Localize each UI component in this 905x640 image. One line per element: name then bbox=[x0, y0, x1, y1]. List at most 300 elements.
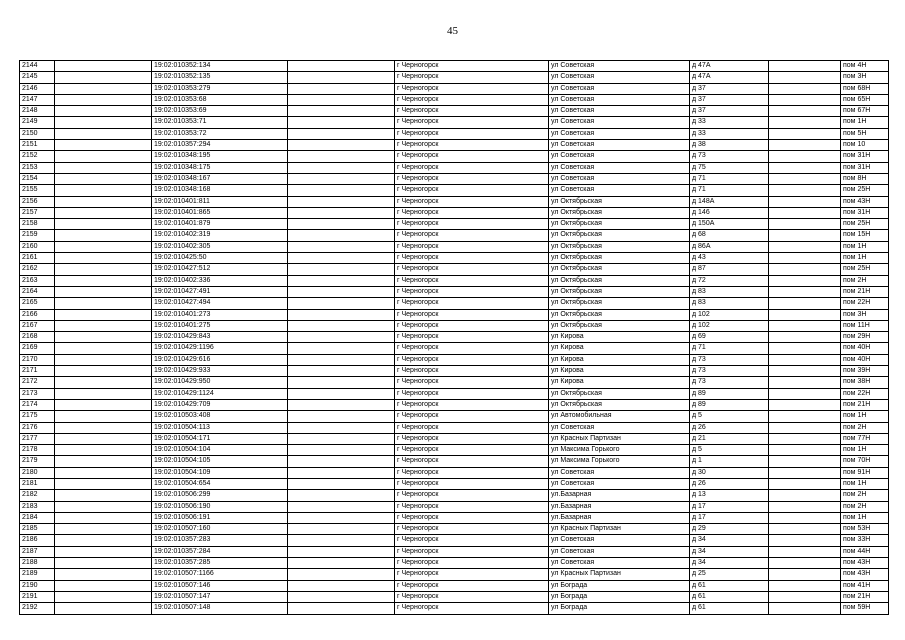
house-cell: д 34 bbox=[690, 546, 769, 557]
house-cell: д 33 bbox=[690, 128, 769, 139]
table-row bbox=[20, 264, 889, 275]
street-cell: ул Бограда bbox=[549, 580, 690, 591]
row-number-cell: 2192 bbox=[20, 603, 55, 614]
city-cell: г Черногорск bbox=[395, 366, 549, 377]
cadastral-number-cell: 19:02:010504:109 bbox=[152, 467, 288, 478]
table-row bbox=[20, 219, 889, 230]
house-cell: д 102 bbox=[690, 320, 769, 331]
row-number-cell: 2155 bbox=[20, 185, 55, 196]
city-cell: г Черногорск bbox=[395, 501, 549, 512]
room-cell: пом 31Н bbox=[841, 162, 889, 173]
row-number-cell: 2166 bbox=[20, 309, 55, 320]
empty-cell bbox=[769, 253, 841, 264]
room-cell: пом 8Н bbox=[841, 173, 889, 184]
empty-cell bbox=[55, 151, 152, 162]
table-row bbox=[20, 173, 889, 184]
cadastral-number-cell: 19:02:010507:146 bbox=[152, 580, 288, 591]
room-cell: пом 2Н bbox=[841, 422, 889, 433]
row-number-cell: 2163 bbox=[20, 275, 55, 286]
table-row bbox=[20, 366, 889, 377]
row-number-cell: 2164 bbox=[20, 286, 55, 297]
table-row bbox=[20, 422, 889, 433]
street-cell: ул Советская bbox=[549, 83, 690, 94]
room-cell: пом 70Н bbox=[841, 456, 889, 467]
empty-cell bbox=[55, 343, 152, 354]
empty-cell bbox=[288, 140, 395, 151]
table-row bbox=[20, 591, 889, 602]
empty-cell bbox=[288, 151, 395, 162]
house-cell: д 83 bbox=[690, 298, 769, 309]
city-cell: г Черногорск bbox=[395, 298, 549, 309]
cadastral-number-cell: 19:02:010401:811 bbox=[152, 196, 288, 207]
row-number-cell: 2189 bbox=[20, 569, 55, 580]
city-cell: г Черногорск bbox=[395, 264, 549, 275]
row-number-cell: 2156 bbox=[20, 196, 55, 207]
street-cell: ул Советская bbox=[549, 72, 690, 83]
street-cell: ул Кирова bbox=[549, 354, 690, 365]
room-cell: пом 2Н bbox=[841, 275, 889, 286]
table-row bbox=[20, 298, 889, 309]
empty-cell bbox=[55, 569, 152, 580]
empty-cell bbox=[288, 106, 395, 117]
city-cell: г Черногорск bbox=[395, 320, 549, 331]
empty-cell bbox=[55, 456, 152, 467]
empty-cell bbox=[288, 422, 395, 433]
room-cell: пом 40Н bbox=[841, 354, 889, 365]
room-cell: пом 1Н bbox=[841, 241, 889, 252]
room-cell: пом 22Н bbox=[841, 298, 889, 309]
empty-cell bbox=[769, 151, 841, 162]
empty-cell bbox=[288, 173, 395, 184]
row-number-cell: 2172 bbox=[20, 377, 55, 388]
row-number-cell: 2158 bbox=[20, 219, 55, 230]
empty-cell bbox=[769, 61, 841, 72]
empty-cell bbox=[288, 546, 395, 557]
row-number-cell: 2144 bbox=[20, 61, 55, 72]
street-cell: ул Кирова bbox=[549, 332, 690, 343]
house-cell: д 68 bbox=[690, 230, 769, 241]
empty-cell bbox=[769, 422, 841, 433]
row-number-cell: 2178 bbox=[20, 445, 55, 456]
empty-cell bbox=[55, 467, 152, 478]
cadastral-number-cell: 19:02:010357:284 bbox=[152, 546, 288, 557]
empty-cell bbox=[769, 196, 841, 207]
city-cell: г Черногорск bbox=[395, 456, 549, 467]
row-number-cell: 2188 bbox=[20, 558, 55, 569]
row-number-cell: 2157 bbox=[20, 207, 55, 218]
cadastral-number-cell: 19:02:010353:71 bbox=[152, 117, 288, 128]
empty-cell bbox=[288, 309, 395, 320]
room-cell: пом 29Н bbox=[841, 332, 889, 343]
empty-cell bbox=[55, 478, 152, 489]
city-cell: г Черногорск bbox=[395, 219, 549, 230]
house-cell: д 61 bbox=[690, 591, 769, 602]
empty-cell bbox=[55, 61, 152, 72]
room-cell: пом 91Н bbox=[841, 467, 889, 478]
room-cell: пом 77Н bbox=[841, 433, 889, 444]
cadastral-number-cell: 19:02:010429:933 bbox=[152, 366, 288, 377]
empty-cell bbox=[288, 207, 395, 218]
cadastral-number-cell: 19:02:010348:195 bbox=[152, 151, 288, 162]
house-cell: д 73 bbox=[690, 151, 769, 162]
empty-cell bbox=[55, 603, 152, 614]
cadastral-number-cell: 19:02:010352:134 bbox=[152, 61, 288, 72]
street-cell: ул Красных Партизан bbox=[549, 433, 690, 444]
house-cell: д 37 bbox=[690, 94, 769, 105]
room-cell: пом 65Н bbox=[841, 94, 889, 105]
city-cell: г Черногорск bbox=[395, 196, 549, 207]
room-cell: пом 53Н bbox=[841, 524, 889, 535]
room-cell: пом 31Н bbox=[841, 151, 889, 162]
street-cell: ул Автомобильная bbox=[549, 411, 690, 422]
empty-cell bbox=[55, 298, 152, 309]
city-cell: г Черногорск bbox=[395, 185, 549, 196]
cadastral-number-cell: 19:02:010401:865 bbox=[152, 207, 288, 218]
room-cell: пом 40Н bbox=[841, 343, 889, 354]
empty-cell bbox=[769, 478, 841, 489]
empty-cell bbox=[288, 332, 395, 343]
city-cell: г Черногорск bbox=[395, 399, 549, 410]
city-cell: г Черногорск bbox=[395, 524, 549, 535]
street-cell: ул Бограда bbox=[549, 591, 690, 602]
table-row bbox=[20, 603, 889, 614]
room-cell: пом 43Н bbox=[841, 196, 889, 207]
registry-body bbox=[20, 61, 889, 615]
house-cell: д 5 bbox=[690, 411, 769, 422]
row-number-cell: 2180 bbox=[20, 467, 55, 478]
row-number-cell: 2173 bbox=[20, 388, 55, 399]
table-row bbox=[20, 94, 889, 105]
city-cell: г Черногорск bbox=[395, 106, 549, 117]
table-row bbox=[20, 377, 889, 388]
house-cell: д 89 bbox=[690, 399, 769, 410]
cadastral-number-cell: 19:02:010352:135 bbox=[152, 72, 288, 83]
house-cell: д 38 bbox=[690, 140, 769, 151]
table-row bbox=[20, 117, 889, 128]
street-cell: ул Максима Горького bbox=[549, 456, 690, 467]
empty-cell bbox=[769, 275, 841, 286]
table-row bbox=[20, 162, 889, 173]
empty-cell bbox=[769, 524, 841, 535]
empty-cell bbox=[769, 456, 841, 467]
house-cell: д 30 bbox=[690, 467, 769, 478]
empty-cell bbox=[288, 411, 395, 422]
street-cell: ул Советская bbox=[549, 185, 690, 196]
empty-cell bbox=[55, 106, 152, 117]
empty-cell bbox=[55, 162, 152, 173]
cadastral-number-cell: 19:02:010427:491 bbox=[152, 286, 288, 297]
house-cell: д 148А bbox=[690, 196, 769, 207]
table-row bbox=[20, 253, 889, 264]
room-cell: пом 1Н bbox=[841, 478, 889, 489]
empty-cell bbox=[55, 72, 152, 83]
empty-cell bbox=[769, 207, 841, 218]
cadastral-number-cell: 19:02:010504:105 bbox=[152, 456, 288, 467]
table-row bbox=[20, 230, 889, 241]
table-row bbox=[20, 185, 889, 196]
empty-cell bbox=[288, 524, 395, 535]
street-cell: ул Красных Партизан bbox=[549, 569, 690, 580]
city-cell: г Черногорск bbox=[395, 445, 549, 456]
city-cell: г Черногорск bbox=[395, 162, 549, 173]
table-row bbox=[20, 241, 889, 252]
room-cell: пом 67Н bbox=[841, 106, 889, 117]
room-cell: пом 1Н bbox=[841, 445, 889, 456]
empty-cell bbox=[769, 94, 841, 105]
empty-cell bbox=[55, 501, 152, 512]
empty-cell bbox=[288, 298, 395, 309]
cadastral-number-cell: 19:02:010504:104 bbox=[152, 445, 288, 456]
house-cell: д 83 bbox=[690, 286, 769, 297]
street-cell: ул Советская bbox=[549, 173, 690, 184]
cadastral-number-cell: 19:02:010425:50 bbox=[152, 253, 288, 264]
cadastral-number-cell: 19:02:010353:69 bbox=[152, 106, 288, 117]
empty-cell bbox=[55, 422, 152, 433]
empty-cell bbox=[55, 117, 152, 128]
cadastral-number-cell: 19:02:010353:72 bbox=[152, 128, 288, 139]
table-row bbox=[20, 411, 889, 422]
row-number-cell: 2176 bbox=[20, 422, 55, 433]
empty-cell bbox=[769, 399, 841, 410]
house-cell: д 29 bbox=[690, 524, 769, 535]
empty-cell bbox=[288, 456, 395, 467]
house-cell: д 26 bbox=[690, 478, 769, 489]
house-cell: д 71 bbox=[690, 173, 769, 184]
city-cell: г Черногорск bbox=[395, 377, 549, 388]
empty-cell bbox=[55, 433, 152, 444]
empty-cell bbox=[55, 399, 152, 410]
cadastral-number-cell: 19:02:010504:654 bbox=[152, 478, 288, 489]
house-cell: д 47А bbox=[690, 61, 769, 72]
street-cell: ул.Базарная bbox=[549, 501, 690, 512]
cadastral-number-cell: 19:02:010402:319 bbox=[152, 230, 288, 241]
table-row bbox=[20, 558, 889, 569]
table-row bbox=[20, 501, 889, 512]
room-cell: пом 1Н bbox=[841, 117, 889, 128]
row-number-cell: 2187 bbox=[20, 546, 55, 557]
street-cell: ул Советская bbox=[549, 546, 690, 557]
empty-cell bbox=[55, 196, 152, 207]
row-number-cell: 2181 bbox=[20, 478, 55, 489]
empty-cell bbox=[55, 512, 152, 523]
room-cell: пом 43Н bbox=[841, 569, 889, 580]
row-number-cell: 2177 bbox=[20, 433, 55, 444]
row-number-cell: 2162 bbox=[20, 264, 55, 275]
room-cell: пом 39Н bbox=[841, 366, 889, 377]
house-cell: д 17 bbox=[690, 501, 769, 512]
city-cell: г Черногорск bbox=[395, 580, 549, 591]
room-cell: пом 1Н bbox=[841, 411, 889, 422]
table-row bbox=[20, 61, 889, 72]
table-row bbox=[20, 320, 889, 331]
row-number-cell: 2147 bbox=[20, 94, 55, 105]
street-cell: ул Советская bbox=[549, 106, 690, 117]
cadastral-number-cell: 19:02:010357:294 bbox=[152, 140, 288, 151]
city-cell: г Черногорск bbox=[395, 433, 549, 444]
row-number-cell: 2161 bbox=[20, 253, 55, 264]
empty-cell bbox=[769, 320, 841, 331]
empty-cell bbox=[288, 354, 395, 365]
house-cell: д 1 bbox=[690, 456, 769, 467]
row-number-cell: 2165 bbox=[20, 298, 55, 309]
row-number-cell: 2153 bbox=[20, 162, 55, 173]
cadastral-number-cell: 19:02:010506:299 bbox=[152, 490, 288, 501]
cadastral-number-cell: 19:02:010401:275 bbox=[152, 320, 288, 331]
room-cell: пом 10 bbox=[841, 140, 889, 151]
empty-cell bbox=[288, 445, 395, 456]
street-cell: ул Советская bbox=[549, 558, 690, 569]
street-cell: ул Советская bbox=[549, 162, 690, 173]
house-cell: д 61 bbox=[690, 580, 769, 591]
street-cell: ул Октябрьская bbox=[549, 230, 690, 241]
city-cell: г Черногорск bbox=[395, 94, 549, 105]
empty-cell bbox=[55, 219, 152, 230]
table-row bbox=[20, 524, 889, 535]
house-cell: д 25 bbox=[690, 569, 769, 580]
street-cell: ул Октябрьская bbox=[549, 264, 690, 275]
room-cell: пом 5Н bbox=[841, 128, 889, 139]
table-row bbox=[20, 140, 889, 151]
street-cell: ул Октябрьская bbox=[549, 207, 690, 218]
row-number-cell: 2182 bbox=[20, 490, 55, 501]
table-row bbox=[20, 478, 889, 489]
street-cell: ул Советская bbox=[549, 140, 690, 151]
table-row bbox=[20, 128, 889, 139]
city-cell: г Черногорск bbox=[395, 72, 549, 83]
empty-cell bbox=[288, 72, 395, 83]
table-row bbox=[20, 286, 889, 297]
row-number-cell: 2159 bbox=[20, 230, 55, 241]
cadastral-number-cell: 19:02:010507:160 bbox=[152, 524, 288, 535]
cadastral-number-cell: 19:02:010429:616 bbox=[152, 354, 288, 365]
table-row bbox=[20, 388, 889, 399]
city-cell: г Черногорск bbox=[395, 83, 549, 94]
empty-cell bbox=[769, 512, 841, 523]
cadastral-number-cell: 19:02:010353:279 bbox=[152, 83, 288, 94]
room-cell: пом 11Н bbox=[841, 320, 889, 331]
empty-cell bbox=[769, 433, 841, 444]
table-row bbox=[20, 546, 889, 557]
house-cell: д 34 bbox=[690, 558, 769, 569]
room-cell: пом 15Н bbox=[841, 230, 889, 241]
cadastral-number-cell: 19:02:010507:147 bbox=[152, 591, 288, 602]
city-cell: г Черногорск bbox=[395, 253, 549, 264]
house-cell: д 69 bbox=[690, 332, 769, 343]
empty-cell bbox=[55, 366, 152, 377]
row-number-cell: 2167 bbox=[20, 320, 55, 331]
empty-cell bbox=[288, 196, 395, 207]
empty-cell bbox=[55, 94, 152, 105]
empty-cell bbox=[55, 546, 152, 557]
empty-cell bbox=[288, 388, 395, 399]
cadastral-number-cell: 19:02:010429:1196 bbox=[152, 343, 288, 354]
table-row bbox=[20, 83, 889, 94]
street-cell: ул Кирова bbox=[549, 343, 690, 354]
street-cell: ул Советская bbox=[549, 117, 690, 128]
empty-cell bbox=[769, 140, 841, 151]
empty-cell bbox=[288, 253, 395, 264]
room-cell: пом 41Н bbox=[841, 580, 889, 591]
table-row bbox=[20, 72, 889, 83]
city-cell: г Черногорск bbox=[395, 354, 549, 365]
empty-cell bbox=[55, 207, 152, 218]
city-cell: г Черногорск bbox=[395, 275, 549, 286]
house-cell: д 102 bbox=[690, 309, 769, 320]
empty-cell bbox=[769, 219, 841, 230]
empty-cell bbox=[55, 377, 152, 388]
street-cell: ул Советская bbox=[549, 128, 690, 139]
house-cell: д 71 bbox=[690, 343, 769, 354]
city-cell: г Черногорск bbox=[395, 207, 549, 218]
room-cell: пом 2Н bbox=[841, 501, 889, 512]
property-registry-table bbox=[19, 60, 889, 615]
empty-cell bbox=[288, 286, 395, 297]
empty-cell bbox=[288, 603, 395, 614]
city-cell: г Черногорск bbox=[395, 309, 549, 320]
empty-cell bbox=[288, 264, 395, 275]
house-cell: д 43 bbox=[690, 253, 769, 264]
row-number-cell: 2191 bbox=[20, 591, 55, 602]
row-number-cell: 2150 bbox=[20, 128, 55, 139]
house-cell: д 37 bbox=[690, 83, 769, 94]
empty-cell bbox=[288, 377, 395, 388]
empty-cell bbox=[769, 309, 841, 320]
street-cell: ул Октябрьская bbox=[549, 196, 690, 207]
row-number-cell: 2170 bbox=[20, 354, 55, 365]
empty-cell bbox=[55, 128, 152, 139]
room-cell: пом 25Н bbox=[841, 264, 889, 275]
room-cell: пом 21Н bbox=[841, 399, 889, 410]
street-cell: ул Советская bbox=[549, 151, 690, 162]
house-cell: д 47А bbox=[690, 72, 769, 83]
house-cell: д 146 bbox=[690, 207, 769, 218]
city-cell: г Черногорск bbox=[395, 569, 549, 580]
table-row bbox=[20, 309, 889, 320]
empty-cell bbox=[769, 264, 841, 275]
table-row bbox=[20, 399, 889, 410]
cadastral-number-cell: 19:02:010507:1166 bbox=[152, 569, 288, 580]
street-cell: ул Бограда bbox=[549, 603, 690, 614]
city-cell: г Черногорск bbox=[395, 230, 549, 241]
cadastral-number-cell: 19:02:010504:113 bbox=[152, 422, 288, 433]
room-cell: пом 31Н bbox=[841, 207, 889, 218]
empty-cell bbox=[288, 241, 395, 252]
cadastral-number-cell: 19:02:010402:305 bbox=[152, 241, 288, 252]
cadastral-number-cell: 19:02:010401:879 bbox=[152, 219, 288, 230]
empty-cell bbox=[769, 445, 841, 456]
row-number-cell: 2186 bbox=[20, 535, 55, 546]
room-cell: пом 59Н bbox=[841, 603, 889, 614]
empty-cell bbox=[769, 106, 841, 117]
room-cell: пом 2Н bbox=[841, 490, 889, 501]
street-cell: ул Октябрьская bbox=[549, 286, 690, 297]
empty-cell bbox=[288, 128, 395, 139]
empty-cell bbox=[769, 354, 841, 365]
house-cell: д 21 bbox=[690, 433, 769, 444]
city-cell: г Черногорск bbox=[395, 332, 549, 343]
house-cell: д 34 bbox=[690, 535, 769, 546]
city-cell: г Черногорск bbox=[395, 490, 549, 501]
empty-cell bbox=[769, 377, 841, 388]
empty-cell bbox=[55, 185, 152, 196]
house-cell: д 73 bbox=[690, 377, 769, 388]
house-cell: д 26 bbox=[690, 422, 769, 433]
cadastral-number-cell: 19:02:010503:408 bbox=[152, 411, 288, 422]
empty-cell bbox=[55, 309, 152, 320]
empty-cell bbox=[769, 366, 841, 377]
empty-cell bbox=[55, 230, 152, 241]
empty-cell bbox=[55, 320, 152, 331]
